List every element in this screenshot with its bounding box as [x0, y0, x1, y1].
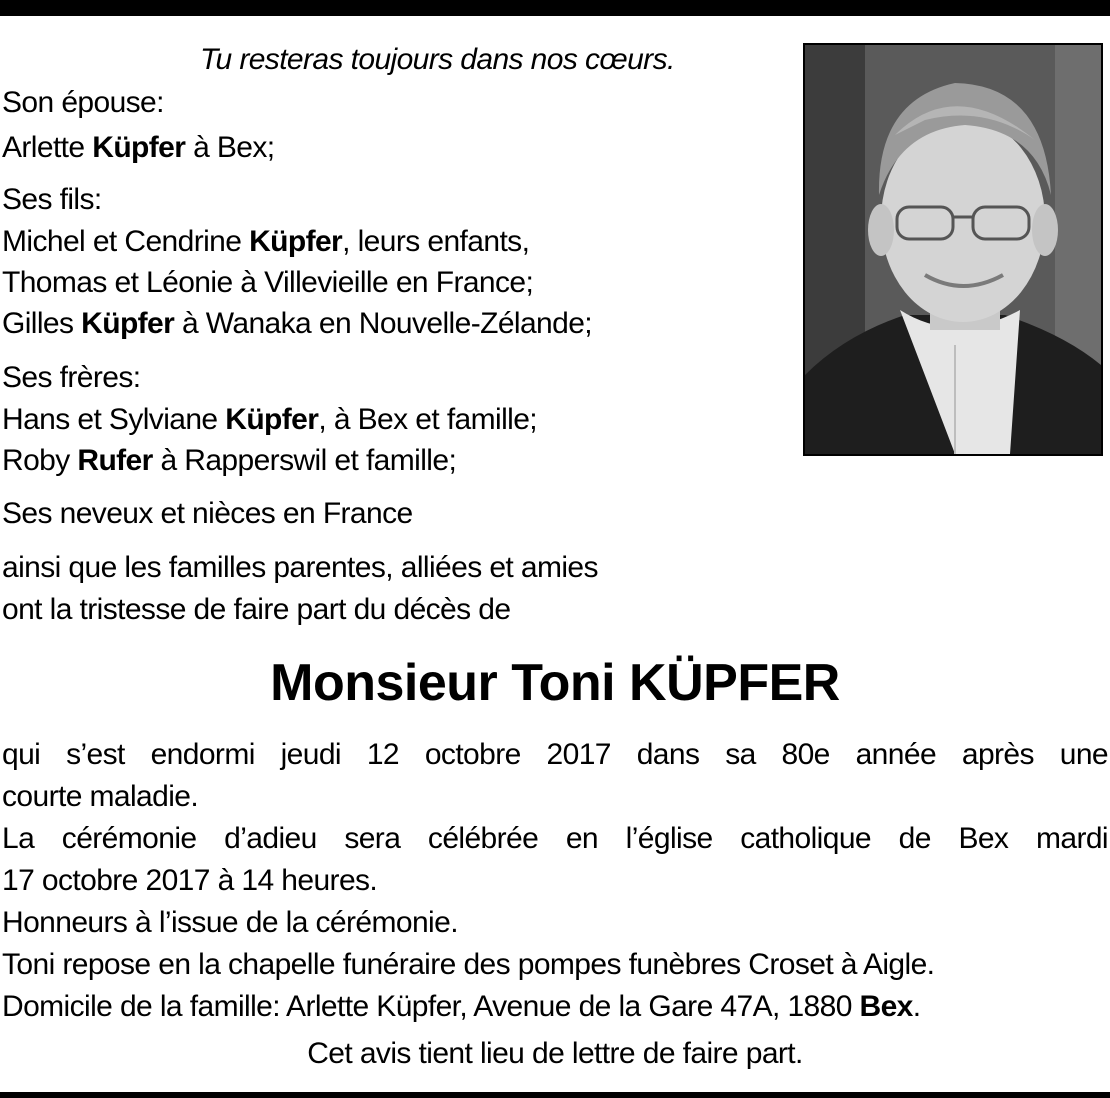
- deceased-name: Monsieur Toni KÜPFER: [270, 654, 840, 712]
- details-line-4: 17 octobre 2017 à 14 heures.: [2, 864, 378, 897]
- motto: Tu resteras toujours dans nos cœurs.: [200, 43, 675, 76]
- photo-frame: [803, 43, 1103, 456]
- details-line-6: Toni repose en la chapelle funéraire des pompes funèbres Croset à Aigle.: [2, 948, 935, 981]
- bottom-border: [0, 1092, 1110, 1098]
- details-line-1: qui s’est endormi jeudi 12 octobre 2017 dans sa 80e année après une: [2, 738, 1108, 771]
- brothers-line-1: Hans et Sylviane Küpfer, à Bex et famille;: [2, 403, 538, 436]
- brothers-line-2: Roby Rufer à Rapperswil et famille;: [2, 444, 457, 477]
- details-line-5: Honneurs à l’issue de la cérémonie.: [2, 906, 458, 939]
- sons-line-1: Michel et Cendrine Küpfer, leurs enfants,: [2, 225, 530, 258]
- details-line-3: La cérémonie d’adieu sera célébrée en l’église catholique de Bex mardi: [2, 822, 1108, 855]
- spouse-label: Son épouse:: [2, 86, 164, 119]
- spouse-line: Arlette Küpfer à Bex;: [2, 131, 275, 164]
- sons-line-3: Gilles Küpfer à Wanaka en Nouvelle-Zélande;: [2, 307, 593, 340]
- top-border: [0, 0, 1110, 16]
- details-paragraph: [2, 734, 1108, 1028]
- portrait-photo: [805, 45, 1101, 454]
- brothers-label: Ses frères:: [2, 361, 141, 394]
- details-line-2: courte maladie.: [2, 780, 199, 813]
- sons-label: Ses fils:: [2, 183, 102, 216]
- families-line-1: ainsi que les familles parentes, alliées et amies: [2, 551, 598, 584]
- families-line-2: ont la tristesse de faire part du décès de: [2, 593, 511, 626]
- details-line-7: Domicile de la famille: Arlette Küpfer, Avenue de la Gare 47A, 1880 Bex.: [2, 990, 921, 1023]
- nephews-line: Ses neveux et nièces en France: [2, 497, 413, 530]
- closing-note: Cet avis tient lieu de lettre de faire part.: [307, 1037, 803, 1070]
- sons-line-2: Thomas et Léonie à Villevieille en France;: [2, 266, 534, 299]
